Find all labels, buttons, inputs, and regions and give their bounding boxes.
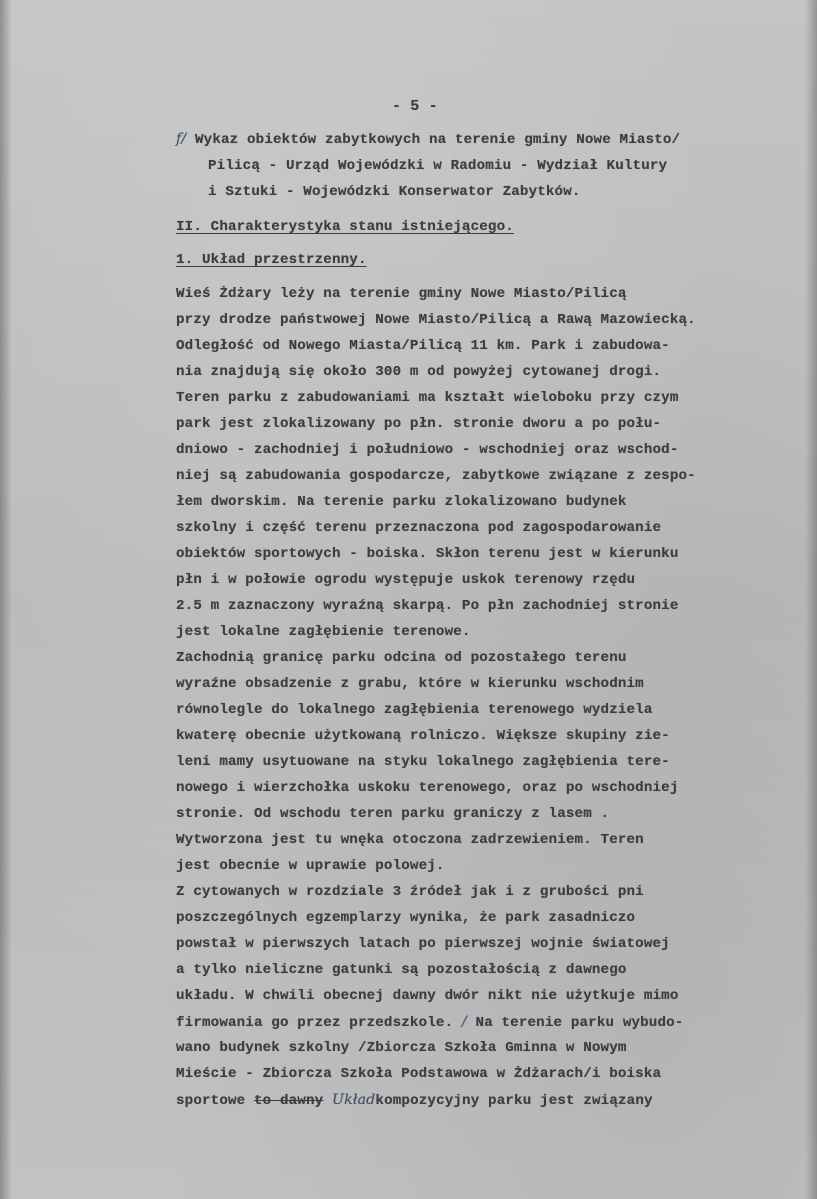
body-line: wano budynek szkolny /Zbiorcza Szkoła Gminna w Nowym	[176, 1040, 627, 1056]
body-line: obiektów sportowych - boiska. Skłon terenu jest w kierunku	[176, 546, 679, 562]
body-line: leni mamy usytuowane na styku lokalnego zagłębienia tere-	[176, 754, 670, 770]
body-line: jest lokalne zagłębienie terenowe.	[176, 624, 471, 640]
body-line: płn i w połowie ogrodu występuje uskok terenowy rzędu	[176, 572, 636, 588]
body-line: wyraźne obsadzenie z grabu, które w kierunku wschodnim	[176, 676, 644, 692]
body-line: układu. W chwili obecnej dawny dwór nikt nie użytkuje mimo	[176, 988, 679, 1004]
scan-edge-left	[0, 0, 12, 1199]
subsection-heading: 1. Układ przestrzenny.	[176, 252, 367, 268]
scan-edge-right	[805, 0, 817, 1199]
body-line: Wieś Żdżary leży na terenie gminy Nowe Miasto/Pilicą	[176, 286, 627, 302]
body-line: dniowo - zachodniej i południowo - wschodniej oraz wschod-	[176, 442, 679, 458]
body-line: równolegle do lokalnego zagłębienia terenowego wydziela	[176, 702, 653, 718]
body-line: a tylko nieliczne gatunki są pozostałością z dawnego	[176, 962, 627, 978]
source-item-line-3: i Sztuki - Wojewódzki Konserwator Zabytków.	[208, 184, 581, 200]
last-body-line	[176, 1091, 653, 1110]
body-line: stronie. Od wschodu teren parku graniczy z lasem .	[176, 806, 610, 822]
last-line-start: sportowe	[176, 1093, 246, 1109]
body-line: Teren parku z zabudowaniami ma kształt wieloboku przy czym	[176, 390, 679, 406]
body-line: powstał w pierwszych latach po pierwszej wojnie światowej	[176, 936, 670, 952]
body-line: Z cytowanych w rozdziale 3 źródeł jak i z grubości pni	[176, 884, 644, 900]
handwritten-correction: /	[461, 1014, 467, 1030]
body-line-with-correction	[176, 1013, 683, 1032]
body-line-text: firmowania go przez przedszkole.	[176, 1015, 454, 1031]
body-line: jest obecnie w uprawie polowej.	[176, 858, 445, 874]
body-line: nia znajdują się około 300 m od powyżej cytowanej drogi.	[176, 364, 662, 380]
body-line: Zachodnią granicę parku odcina od pozostałego terenu	[176, 650, 627, 666]
handwritten-insert: Układ	[331, 1092, 376, 1108]
source-item-line-2: Pilicą - Urząd Wojewódzki w Radomiu - Wydział Kultury	[208, 158, 668, 174]
section-heading: II. Charakterystyka stanu istniejącego.	[176, 219, 514, 235]
body-line: park jest zlokalizowany po płn. stronie dworu a po połu-	[176, 416, 662, 432]
body-line: 2.5 m zaznaczony wyraźną skarpą. Po płn zachodniej stronie	[176, 598, 679, 614]
body-line: szkolny i część terenu przeznaczona pod zagospodarowanie	[176, 520, 662, 536]
body-line: kwaterę obecnie użytkowaną rolniczo. Większe skupiny zie-	[176, 728, 670, 744]
body-line: poszczególnych egzemplarzy wynika, że park zasadniczo	[176, 910, 636, 926]
source-item-marker: f/	[176, 131, 187, 147]
page-number: - 5 -	[392, 98, 438, 115]
body-line: Mieście - Zbiorcza Szkoła Podstawowa w Żdżarach/i boiska	[176, 1066, 662, 1082]
body-line: łem dworskim. Na terenie parku zlokalizowano budynek	[176, 494, 627, 510]
body-line: Wytworzona jest tu wnęka otoczona zadrzewieniem. Teren	[176, 832, 644, 848]
last-line-end: kompozycyjny parku jest związany	[375, 1093, 653, 1109]
body-line: Odległość od Nowego Miasta/Pilicą 11 km. Park i zabudowa-	[176, 338, 670, 354]
struck-text: to dawny	[253, 1093, 324, 1109]
body-line: nowego i wierzchołka uskoku terenowego, oraz po wschodniej	[176, 780, 679, 796]
body-line-continuation: Na terenie parku wybudo-	[475, 1015, 684, 1031]
body-line: przy drodze państwowej Nowe Miasto/Pilicą a Rawą Mazowiecką.	[176, 312, 696, 328]
source-item-text-1: Wykaz obiektów zabytkowych na terenie gminy Nowe Miasto/	[195, 132, 681, 148]
source-item-line-1	[176, 130, 680, 149]
body-line: niej są zabudowania gospodarcze, zabytkowe związane z zespo-	[176, 468, 696, 484]
